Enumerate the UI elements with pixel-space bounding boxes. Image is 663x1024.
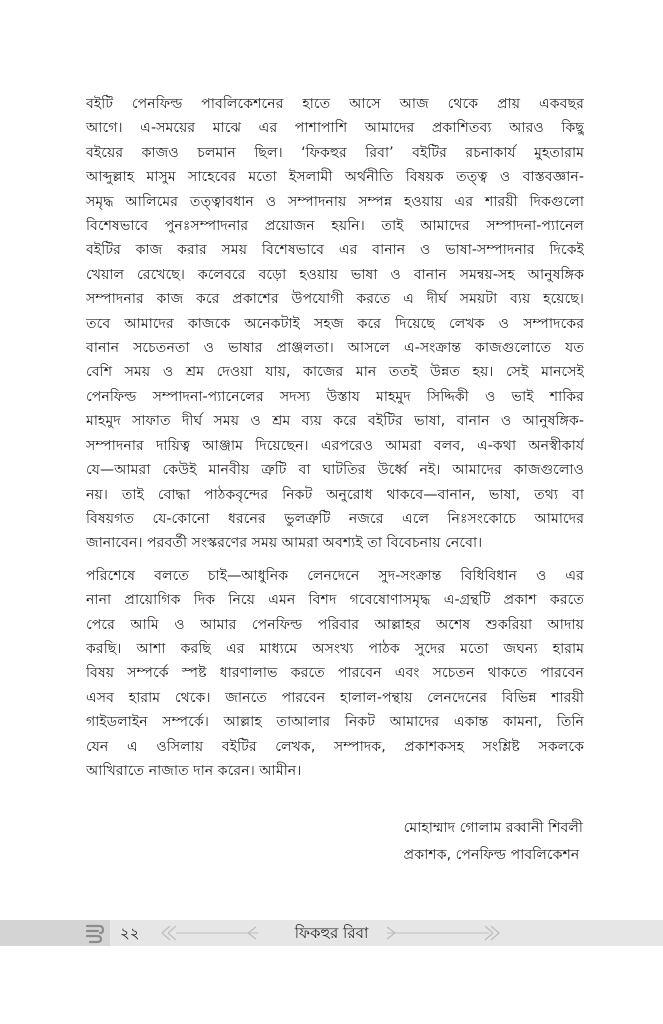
- text-line: জানাবেন। পরবর্তী সংস্করণের সময় আমরা অবশ্যই তা বিবেচনায় নেবো।: [86, 535, 483, 552]
- text-line: সমৃদ্ধ আলিমের তত্ত্বাবধান ও সম্পাদনায় সম্পন্ন হওয়ায় এর শারয়ী দিকগুলো: [86, 193, 584, 210]
- publisher-name: মোহাম্মাদ গোলাম রব্বানী শিবলী: [403, 820, 583, 836]
- right-ornament: [385, 923, 505, 943]
- body-text: [86, 92, 584, 783]
- text-line: সম্পাদনার কাজ করে প্রকাশের উপযোগী করতে এ দীর্ঘ সময়টা ব্যয় হয়েছে।: [86, 291, 584, 308]
- text-line: মাহমুদ সাফাত দীর্ঘ সময় ও শ্রম ব্যয় করে বইটির ভাষা, বানান ও আনুষঙ্গিক-: [86, 413, 584, 430]
- text-line: পেনফিল্ড সম্পাদনা-প্যানেলের সদস্য উস্তায মাহমুদ সিদ্দিকী ও ভাই শাকির: [86, 388, 584, 405]
- text-line: নয়। তাই বোদ্ধা পাঠকবৃন্দের নিকট অনুরোধ থাকবে—বানান, ভাষা, তথ্য বা: [86, 486, 584, 503]
- text-line: বিষয় সম্পর্কে স্পষ্ট ধারণালাভ করতে পারবেন এবং সচেতন থাকতে পারবেন: [86, 665, 584, 682]
- text-line: তবে আমাদের কাজকে অনেকটাই সহজ করে দিয়েছে লেখক ও সম্পাদকের: [86, 315, 584, 332]
- page-number: ২২: [120, 924, 140, 942]
- text-line: বিশেষভাবে পুনঃসম্পাদনার প্রয়োজন হয়নি। তাই আমাদের সম্পাদনা-প্যানেল: [86, 218, 584, 235]
- signature-block: [404, 815, 583, 869]
- text-line: পেরে আমি ও আমার পেনফিল্ড পরিবার আল্লাহর অশেষ শুকরিয়া আদায়: [86, 616, 584, 633]
- text-line: বইটি পেনফিল্ড পাবলিকেশনের হাতে আসে আজ থেকে প্রায় একবছর: [86, 96, 584, 112]
- text-line: বেশি সময় ও শ্রম দেওয়া যায়, কাজের মান ততই উন্নত হয়। সেই মানসেই: [86, 364, 584, 381]
- text-line: বইটির কাজ করার সময় বিশেষভাবে এর বানান ও ভাষা-সম্পাদনার দিকেই: [86, 242, 584, 259]
- paragraph-1: [86, 92, 584, 556]
- text-line: আব্দুল্লাহ মাসুম সাহেবের মতো ইসলামী অর্থনীতি বিষয়ক তত্ত্ব ও বাস্তবজ্ঞান-: [86, 169, 584, 186]
- text-line: পরিশেষে বলতে চাই—আধুনিক লেনদেনে সুদ-সংক্রান্ত বিধিবিধান ও এর: [86, 567, 584, 584]
- text-line: আগে। এ-সময়ের মাঝে এর পাশাপাশি আমাদের প্রকাশিতব্য আরও কিছু: [86, 120, 584, 137]
- running-title: ফিকহুর রিবা: [294, 924, 369, 942]
- text-line: খেয়াল রেখেছে। কলেবরে বড়ো হওয়ায় ভাষা ও বানান সমন্বয়-সহ আনুষঙ্গিক: [86, 266, 584, 283]
- text-line: এসব হারাম থেকে। জানতে পারবেন হালাল-পন্থায় লেনদেনের বিভিন্ন শারয়ী: [86, 689, 584, 706]
- text-line: আখিরাতে নাজাত দান করেন। আমীন।: [86, 762, 302, 779]
- text-line: নানা প্রায়োগিক দিক নিয়ে এমন বিশদ গবেষোণাসমৃদ্ধ এ-গ্রন্থটি প্রকাশ করতে: [86, 592, 584, 609]
- text-line: বানান সচেতনতা ও ভাষার প্রাঞ্জলতা। আসলে এ-সংক্রান্ত কাজগুলোতে যত: [86, 340, 584, 357]
- page-footer: [0, 920, 663, 946]
- text-line: বিষয়গত যে-কোনো ধরনের ভুলত্রুটি নজরে এলে নিঃসংকোচে আমাদের: [86, 510, 584, 527]
- text-line: বইয়ের কাজও চলমান ছিল। ‘ফিকহুর রিবা’ বইটির রচনাকার্য মুহতারাম: [86, 144, 584, 161]
- paragraph-2: [86, 564, 584, 784]
- text-line: সম্পাদনার দায়িত্ব আঞ্জাম দিয়েছেন। এরপরেও আমরা বলব, এ-কথা অনস্বীকার্য: [86, 437, 584, 454]
- text-line: গাইডলাইন সম্পর্কে। আল্লাহ তাআলার নিকট আমাদের একান্ত কামনা, তিনি: [86, 714, 584, 731]
- text-line: যে—আমরা কেউই মানবীয় ত্রুটি বা ঘাটতির উর্ধ্বে নই। আমাদের কাজগুলোও: [86, 462, 584, 479]
- text-line: করছি। আশা করছি এর মাধ্যমে অসংখ্য পাঠক সুদের মতো জঘন্য হারাম: [86, 640, 584, 657]
- text-line: যেন এ ওসিলায় বইটির লেখক, সম্পাদক, প্রকাশকসহ সংশ্লিষ্ট সকলকে: [86, 738, 584, 755]
- publisher-role: প্রকাশক, পেনফিল্ড পাবলিকেশন: [403, 847, 580, 863]
